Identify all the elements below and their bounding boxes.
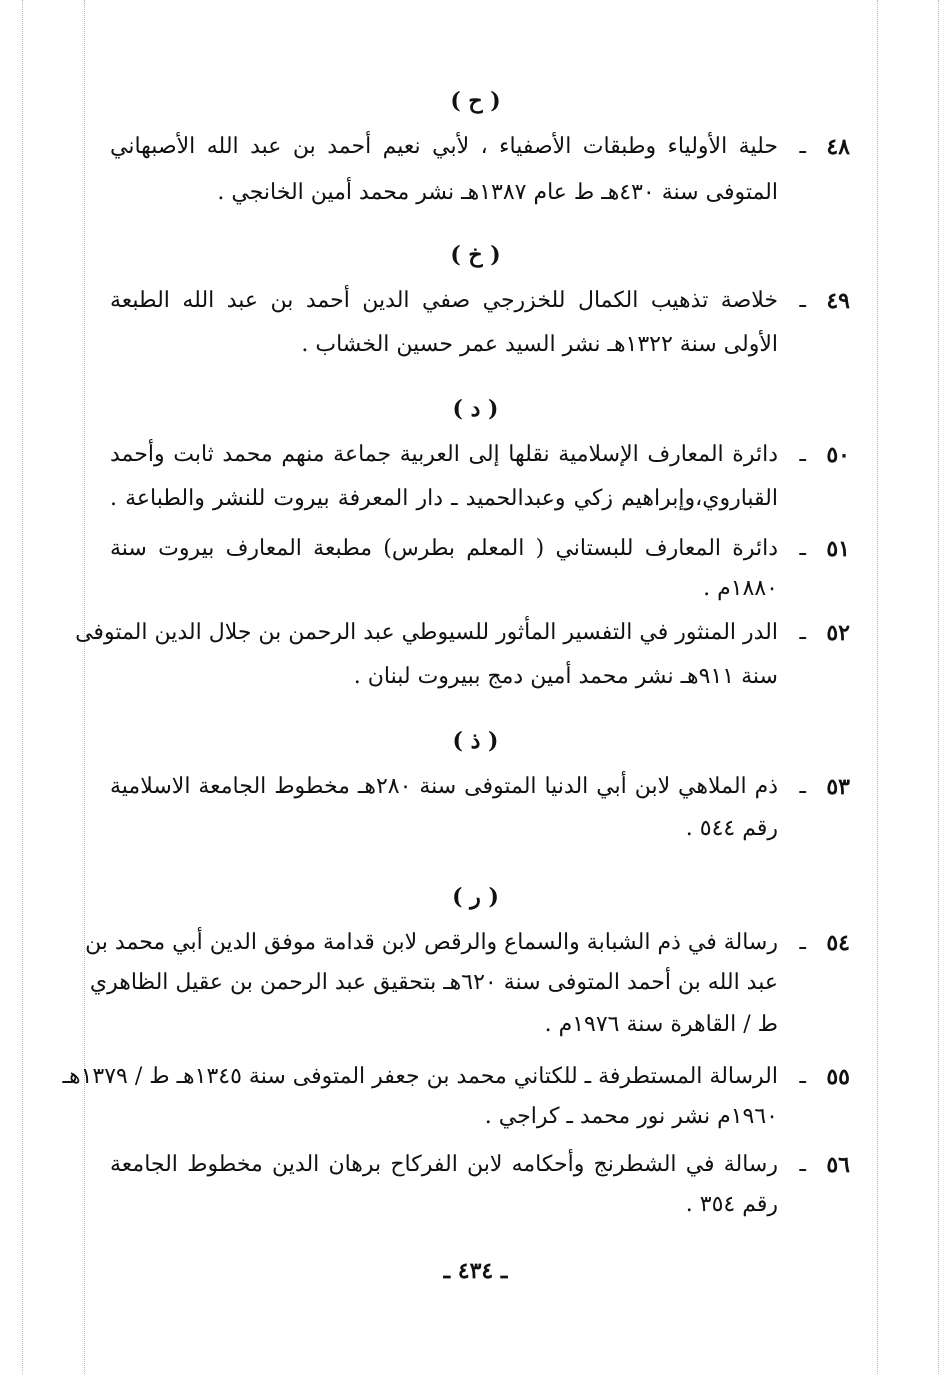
entry-line: الرسالة المستطرفة ـ للكتاني محمد بن جعفر المتوفى سنة ١٣٤٥هـ ط / ١٣٧٩هـ <box>62 1064 778 1089</box>
entry-line: رقم ٣٥٤ . <box>685 1192 778 1217</box>
entry-line: ١٩٦٠م نشر نور محمد ـ كراجي . <box>484 1104 778 1129</box>
entry-line: الدر المنثور في التفسير المأثور للسيوطي عبد الرحمن بن جلال الدين المتوفى <box>75 620 778 645</box>
entry-line: دائرة المعارف للبستاني ( المعلم بطرس) مطبعة المعارف بيروت سنة <box>110 536 778 561</box>
entry-line: رقم ٥٤٤ . <box>685 816 778 841</box>
entry-dash: ـ <box>799 536 806 561</box>
margin-dotted-line <box>22 0 23 1374</box>
entry-number: ٥١ <box>826 536 850 562</box>
section-header-d: ( د ) <box>452 396 499 422</box>
entry-dash: ـ <box>799 774 806 799</box>
entry-line: سنة ٩١١هـ نشر محمد أمين دمج ببيروت لبنان . <box>353 664 778 689</box>
section-header-kh: ( خ ) <box>450 242 501 268</box>
entry-dash: ـ <box>799 620 806 645</box>
entry-number: ٥٠ <box>826 442 850 468</box>
entry-line: القباروي،وإبراهيم زكي وعبدالحميد ـ دار المعرفة بيروت للنشر والطباعة . <box>110 486 778 511</box>
entry-line: دائرة المعارف الإسلامية نقلها إلى العربية جماعة منهم محمد ثابت وأحمد <box>110 442 778 467</box>
margin-dotted-line <box>938 0 939 1374</box>
entry-dash: ـ <box>799 288 806 313</box>
entry-number: ٥٢ <box>826 620 850 646</box>
page-number: ـ ٤٣٤ ـ <box>443 1258 508 1284</box>
section-header-r: ( ر ) <box>452 884 499 910</box>
entry-line: ١٨٨٠م . <box>703 576 778 601</box>
entry-line: رسالة في ذم الشبابة والسماع والرقص لابن قدامة موفق الدين أبي محمد بن <box>85 930 778 955</box>
entry-dash: ـ <box>799 930 806 955</box>
entry-line: ط / القاهرة سنة ١٩٧٦م . <box>544 1012 778 1037</box>
entry-number: ٥٥ <box>826 1064 850 1090</box>
entry-line: الأولى سنة ١٣٢٢هـ نشر السيد عمر حسين الخشاب . <box>301 332 778 357</box>
entry-line: حلية الأولياء وطبقات الأصفياء ، لأبي نعيم أحمد بن عبد الله الأصبهاني <box>110 134 778 159</box>
section-header-h: ( ح ) <box>450 88 501 114</box>
margin-dotted-line <box>84 0 85 1374</box>
entry-number: ٥٤ <box>826 930 850 956</box>
entry-line: رسالة في الشطرنج وأحكامه لابن الفركاح برهان الدين مخطوط الجامعة <box>110 1152 778 1177</box>
entry-line: خلاصة تذهيب الكمال للخزرجي صفي الدين أحمد بن عبد الله الطبعة <box>110 288 778 313</box>
entry-dash: ـ <box>799 1152 806 1177</box>
entry-number: ٥٦ <box>826 1152 850 1178</box>
entry-line: عبد الله بن أحمد المتوفى سنة ٦٢٠هـ بتحقيق عبد الرحمن بن عقيل الظاهري <box>89 970 778 995</box>
entry-number: ٤٩ <box>826 288 850 314</box>
entry-dash: ـ <box>799 442 806 467</box>
entry-number: ٤٨ <box>826 134 850 160</box>
entry-number: ٥٣ <box>826 774 850 800</box>
entry-dash: ـ <box>799 1064 806 1089</box>
section-header-dh: ( ذ ) <box>452 728 499 754</box>
entry-line: ذم الملاهي لابن أبي الدنيا المتوفى سنة ٢٨٠هـ مخطوط الجامعة الاسلامية <box>110 774 778 799</box>
entry-line: المتوفى سنة ٤٣٠هـ ط عام ١٣٨٧هـ نشر محمد أمين الخانجي . <box>217 180 778 205</box>
entry-dash: ـ <box>799 134 806 159</box>
margin-dotted-line <box>877 0 878 1374</box>
